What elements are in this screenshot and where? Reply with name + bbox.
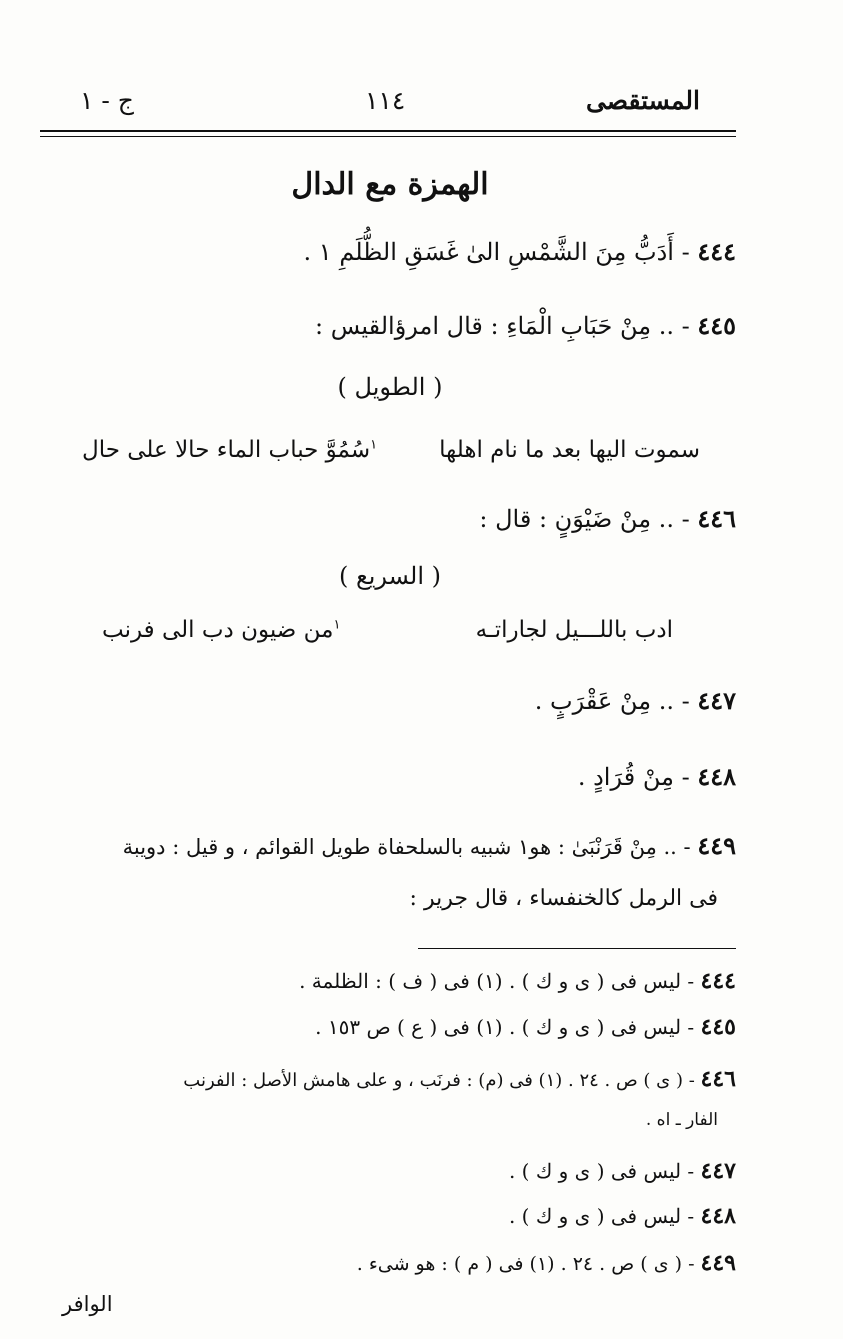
entry-text: - مِنْ قُرَادٍ .: [577, 763, 690, 791]
header-rule-bottom: [40, 136, 736, 137]
footnote-446-continuation: الفار ـ اه .: [645, 1110, 718, 1130]
footnote-446: [183, 1066, 736, 1092]
entry-number: ٤٤٦: [697, 504, 736, 533]
verse-1-first-hemistich: سموت اليها بعد ما نام اهلها: [439, 437, 700, 463]
entry-449-continuation: فى الرمل كالخنفساء ، قال جرير :: [409, 886, 718, 911]
entry-text: - .. مِنْ حَبَابِ الْمَاءِ : قال امرؤالقيس :: [315, 312, 690, 340]
section-title: الهمزة مع الدال: [291, 167, 489, 202]
entry-444: [304, 238, 736, 267]
entry-445: [315, 312, 736, 341]
entry-text: - أَدَبُّ مِنَ الشَّمْسِ الىٰ غَسَقِ الظُّلَمِ ١ .: [303, 238, 690, 266]
entry-text: - .. مِنْ قَرَنْبَىٰ : هو١ شبيه بالسلحفاة طويل القوائم ، و قيل : دويبة: [122, 835, 691, 859]
footnote-number: ٤٤٦: [700, 1066, 736, 1092]
entry-449: [123, 832, 736, 861]
page-number: ١١٤: [365, 86, 406, 115]
footnote-separator: [418, 948, 736, 949]
verse-2-second-hemistich: $^١$من ضيون دب الى فرنب: [102, 617, 341, 643]
footnote-text: - ( ى ) ص . ٢٤ . (١) فى (م) : فرنَب ، و على هامش الأصل : الفرنب: [183, 1070, 695, 1091]
footnote-text: - ليس فى ( ى و ك ) . (١) فى ( ع ) ص ١٥٣ .: [315, 1015, 695, 1039]
entry-number: ٤٤٩: [697, 831, 736, 860]
footnote-text: - ( ى ) ص . ٢٤ . (١) فى ( م ) : هو شىء .: [356, 1253, 695, 1275]
footnote-number: ٤٤٥: [700, 1014, 736, 1040]
footnote-number: ٤٤٨: [700, 1203, 736, 1229]
header-rule-top: [40, 130, 736, 132]
footnote-marker: ١: [333, 617, 341, 633]
volume-number: ج - ١: [80, 86, 134, 115]
meter-label-tawil: ( الطويل ): [337, 373, 443, 401]
footnote-text: - ليس فى ( ى و ك ) .: [508, 1159, 695, 1183]
entry-number: ٤٤٤: [697, 237, 736, 266]
footnote-number: ٤٤٤: [700, 968, 736, 994]
footnote-448: [509, 1203, 736, 1229]
footnote-number: ٤٤٧: [700, 1158, 736, 1184]
footnote-444: [299, 968, 736, 994]
entry-number: ٤٤٨: [697, 762, 736, 791]
footnote-447: [509, 1158, 736, 1184]
verse-2-first-hemistich: ادب باللـــيل لجاراتـه: [475, 617, 673, 643]
meter-label-sari: ( السريع ): [338, 562, 442, 590]
running-title: المستقصى: [585, 86, 700, 115]
footnote-449: [357, 1250, 736, 1276]
entry-447: [535, 687, 736, 716]
entry-446: [479, 505, 736, 534]
entry-448: [578, 763, 736, 792]
footnote-number: ٤٤٩: [700, 1250, 736, 1276]
footnote-445: [315, 1014, 736, 1040]
footnote-text: - ليس فى ( ى و ك ) . (١) فى ( ف ) : الظلمة .: [299, 969, 695, 993]
catchword: الوافر: [62, 1292, 113, 1316]
entry-text: - .. مِنْ عَقْرَبٍ .: [534, 687, 690, 715]
entry-text: - .. مِنْ ضَيْوَنٍ : قال :: [479, 505, 690, 533]
footnote-marker: ١: [370, 437, 378, 453]
entry-number: ٤٤٥: [697, 311, 736, 340]
entry-number: ٤٤٧: [697, 686, 736, 715]
verse-1-second-hemistich: $^١$سُمُوَّ حباب الماء حالا على حال: [82, 437, 378, 463]
footnote-text: - ليس فى ( ى و ك ) .: [508, 1204, 695, 1228]
